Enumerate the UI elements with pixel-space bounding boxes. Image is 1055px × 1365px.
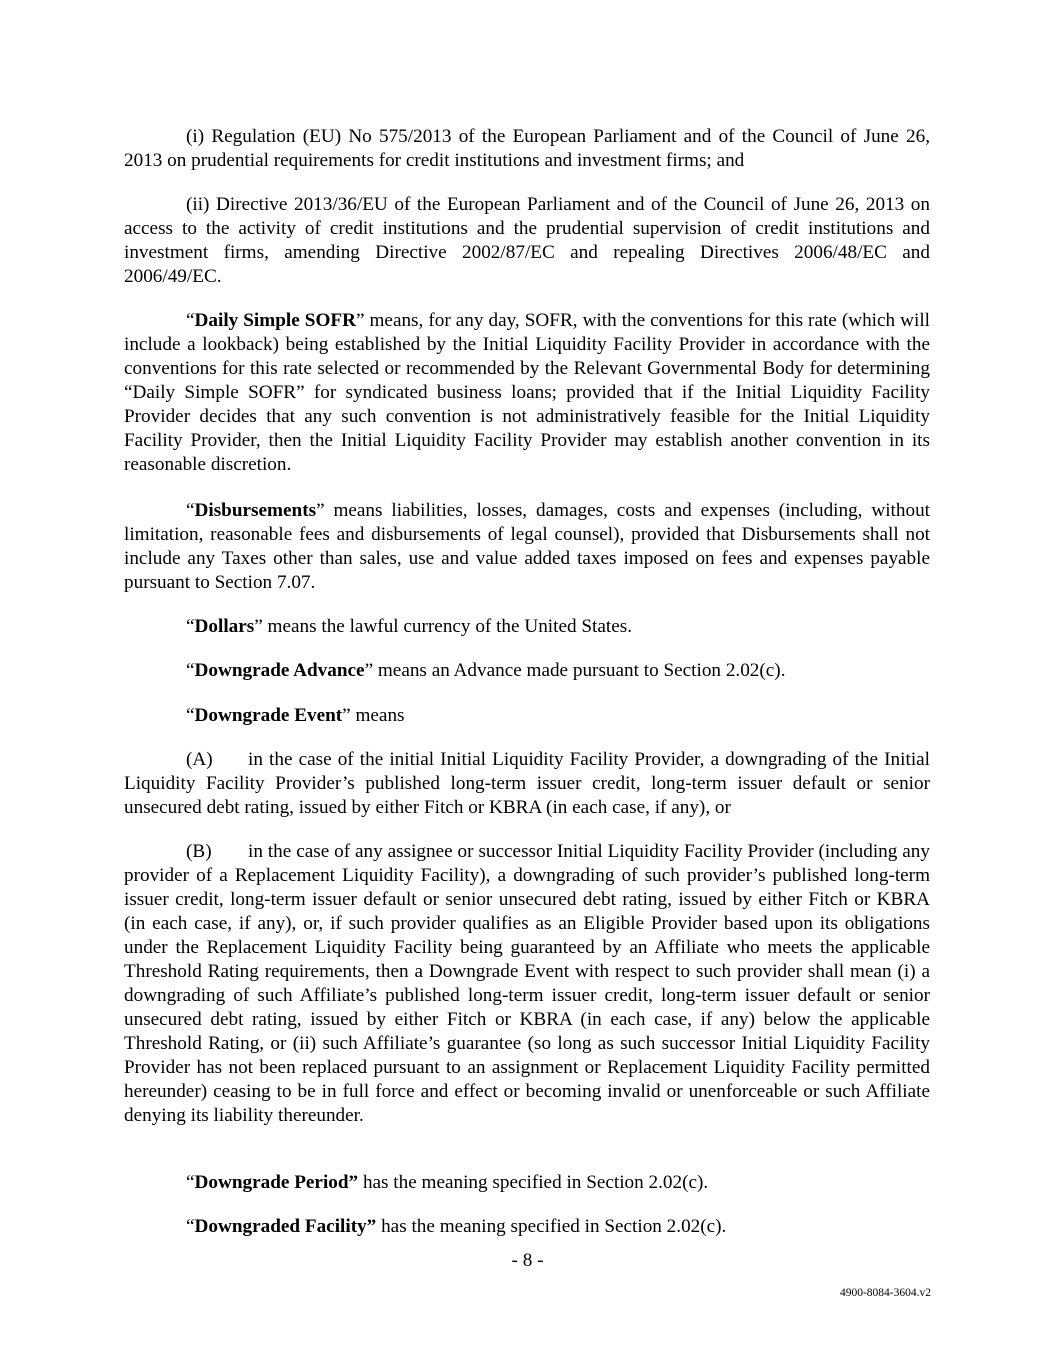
definition-disbursements — [124, 499, 930, 595]
text-segment: “ — [186, 500, 195, 521]
text-segment: has the meaning specified in Section 2.02(c). — [376, 1216, 727, 1237]
text-segment: “ — [186, 705, 195, 726]
defined-term: Downgrade Event — [194, 705, 343, 726]
defined-term: Downgrade Advance — [194, 660, 365, 681]
text-segment: ” means, for any day, SOFR, with the conventions for this rate (which will include a lookback) being established by the Initial Liquidity Facility Provider in accordance with the conventions for this rate selected or recommended by the Relevant Governmental Body for determining “Daily Simple SOFR” for syndicated business loans; provided that if the Initial Liquidity Facility Provider decides that any such convention is not administratively feasible for the Initial Liquidity Facility Provider, then the Initial Liquidity Facility Provider may establish another convention in its reasonable discretion. — [124, 310, 930, 475]
text-segment: “ — [186, 660, 195, 681]
definition-downgrade-event — [124, 704, 930, 728]
text-segment: in the case of the initial Initial Liquidity Facility Provider, a downgrading of the Initial Liquidity Facility Provider’s published long-term issuer credit, long-term issuer default or senior unsecured debt rating, issued by either Fitch or KBRA (in each case, if any), or — [124, 749, 930, 818]
definition-daily-simple-sofr — [124, 309, 930, 477]
text-segment: ” means the lawful currency of the United States. — [254, 616, 632, 637]
clause-label: (B) — [186, 841, 212, 862]
clause-a — [124, 748, 930, 820]
definition-downgraded-facility — [124, 1215, 930, 1239]
text-segment: ” means — [342, 705, 405, 726]
defined-term: Dollars — [194, 616, 255, 637]
defined-term: Downgraded Facility” — [194, 1216, 377, 1237]
text-segment: “ — [186, 1172, 195, 1193]
paragraph-regulation-eu — [124, 125, 930, 173]
text-segment: has the meaning specified in Section 2.02(c). — [358, 1172, 709, 1193]
paragraph-directive-eu — [124, 193, 930, 289]
text-segment: “ — [186, 1216, 195, 1237]
page-number: - 8 - — [511, 1250, 544, 1271]
clause-b — [124, 840, 930, 1128]
defined-term: Downgrade Period” — [194, 1172, 359, 1193]
defined-term: Disbursements — [194, 500, 317, 521]
definition-downgrade-period — [124, 1171, 930, 1195]
clause-label: (A) — [186, 749, 213, 770]
text-segment: (i) Regulation (EU) No 575/2013 of the European Parliament and of the Council of June 26, 2013 on prudential requirements for credit institutions and investment firms; and — [124, 126, 930, 171]
text-segment: in the case of any assignee or successor Initial Liquidity Facility Provider (including any provider of a Replacement Liquidity Facility), a downgrading of such provider’s published long-term issuer credit, long-term issuer default or senior unsecured debt rating, issued by either Fitch or KBRA (in each case, if any), or, if such provider qualifies as an Eligible Provider based upon its obligations under the Replacement Liquidity Facility being guaranteed by an Affiliate who meets the applicable Threshold Rating requirements, then a Downgrade Event with respect to such provider shall mean (i) a downgrading of such Affiliate’s published long-term issuer credit, long-term issuer default or senior unsecured debt rating, issued by either Fitch or KBRA (in each case, if any) below the applicable Threshold Rating, or (ii) such Affiliate’s guarantee (so long as such successor Initial Liquidity Facility Provider has not been replaced pursuant to an assignment or Replacement Liquidity Facility permitted hereunder) ceasing to be in full force and effect or becoming invalid or unenforceable or such Affiliate denying its liability thereunder. — [124, 841, 930, 1126]
definition-dollars — [124, 615, 930, 639]
text-segment: “ — [186, 616, 195, 637]
definition-downgrade-advance — [124, 659, 930, 683]
document-id: 4900-8084-3604.v2 — [839, 1287, 931, 1299]
text-segment: “ — [186, 310, 195, 331]
text-segment: (ii) Directive 2013/36/EU of the European Parliament and of the Council of June 26, 2013 on access to the activity of credit institutions and the prudential supervision of credit institutions and investment firms, amending Directive 2002/87/EC and repealing Directives 2006/48/EC and 2006/49/EC. — [124, 194, 930, 287]
text-segment: ” means liabilities, losses, damages, costs and expenses (including, without limitation, reasonable fees and disbursements of legal counsel), provided that Disbursements shall not include any Taxes other than sales, use and value added taxes imposed on fees and expenses payable pursuant to Section 7.07. — [124, 500, 930, 593]
defined-term: Daily Simple SOFR — [194, 310, 356, 331]
text-segment: ” means an Advance made pursuant to Section 2.02(c). — [364, 660, 786, 681]
